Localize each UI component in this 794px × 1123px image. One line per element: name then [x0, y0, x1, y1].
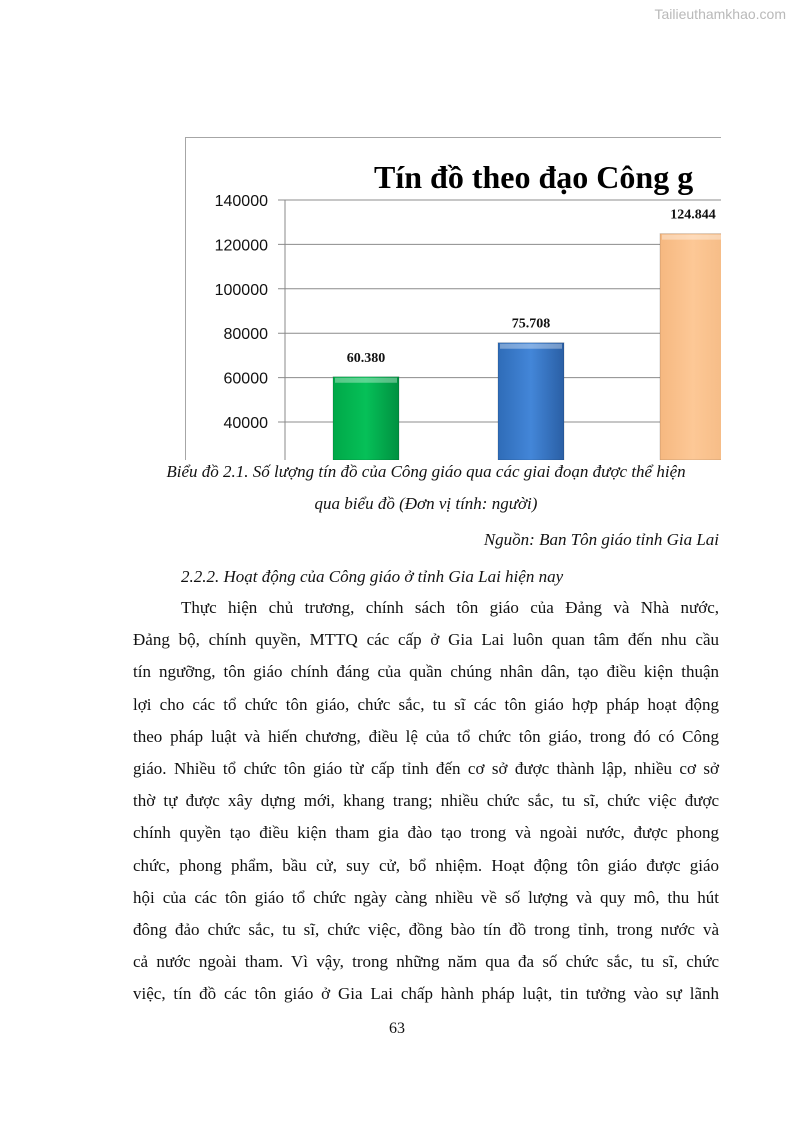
- body-line: hội của các tôn giáo tổ chức ngày càng nhiều về số lượng và quy mô, thu hút: [133, 887, 719, 907]
- bar-highlight: [500, 344, 562, 349]
- body-line: thờ tự được xây dựng mới, khang trang; nhiều chức sắc, tu sĩ, chức việc được: [133, 791, 719, 811]
- figure-caption-line1: Biểu đồ 2.1. Số lượng tín đồ của Công giáo qua các giai đoạn được thể hiện: [166, 462, 686, 481]
- body-line: tín ngưỡng, tôn giáo chính đáng của quần chúng nhân dân, tạo điều kiện thuận: [133, 662, 719, 682]
- figure-caption-line2: qua biểu đồ (Đơn vị tính: người): [314, 494, 538, 513]
- body-line: đông đảo chức sắc, tu sĩ, chức việc, đồng bào tín đồ trong tỉnh, trong nước và: [133, 920, 719, 939]
- y-tick-label: 120000: [214, 237, 268, 255]
- y-tick-label: [224, 459, 269, 460]
- bar-highlight: [335, 378, 397, 383]
- data-label: 75.708: [511, 316, 551, 332]
- data-label: 60.380: [346, 350, 386, 366]
- page-number: 63: [389, 1020, 405, 1037]
- figure-source: Nguồn: Ban Tôn giáo tỉnh Gia Lai: [483, 530, 719, 549]
- bar-highlight: [662, 235, 721, 240]
- body-line: lợi cho các tổ chức tôn giáo, chức sắc, tu sĩ các tôn giáo hợp pháp hoạt động: [133, 694, 719, 714]
- body-line: Đảng bộ, chính quyền, MTTQ các cấp ở Gia Lai luôn quan tâm đến nhu cầu: [133, 630, 719, 650]
- body-line: việc, tín đồ các tôn giáo ở Gia Lai chấp hành pháp luật, tin tưởng vào sự lãnh: [133, 984, 719, 1004]
- y-tick-label: 140000: [214, 193, 268, 210]
- chart-title: Tín đồ theo đạo Công g: [374, 159, 694, 195]
- bar: [660, 234, 721, 460]
- bar: [333, 377, 399, 460]
- watermark: Tailieuthamkhao.com: [654, 6, 786, 22]
- y-tick-label: 60000: [223, 370, 268, 388]
- body-line: theo pháp luật và hiến chương, điều lệ của tổ chức tôn giáo, trong đó có Công: [133, 726, 719, 746]
- bar-chart: [185, 137, 721, 460]
- y-tick-label: 100000: [214, 281, 268, 299]
- body-line: chức, phong phẩm, bầu cử, suy cử, bổ nhiệm. Hoạt động tôn giáo được giáo: [133, 855, 719, 875]
- body-line: giáo. Nhiều tổ chức tôn giáo từ cấp tỉnh đến cơ sở được thành lập, nhiều cơ sở: [133, 759, 719, 778]
- y-tick-label: 40000: [223, 415, 268, 432]
- y-tick-label: 80000: [223, 326, 268, 344]
- body-line: cả nước ngoài tham. Vì vậy, trong những năm qua đa số chức sắc, tu sĩ, chức: [133, 952, 719, 972]
- bar: [498, 343, 564, 460]
- data-label: 124.844: [670, 207, 716, 223]
- body-line: chính quyền tạo điều kiện tham gia đào tạo trong và ngoài nước, được phong: [133, 823, 719, 843]
- section-heading: 2.2.2. Hoạt động của Công giáo ở tỉnh Gia Lai hiện nay: [181, 567, 564, 586]
- body-line: Thực hiện chủ trương, chính sách tôn giáo của Đảng và Nhà nước,: [181, 598, 719, 617]
